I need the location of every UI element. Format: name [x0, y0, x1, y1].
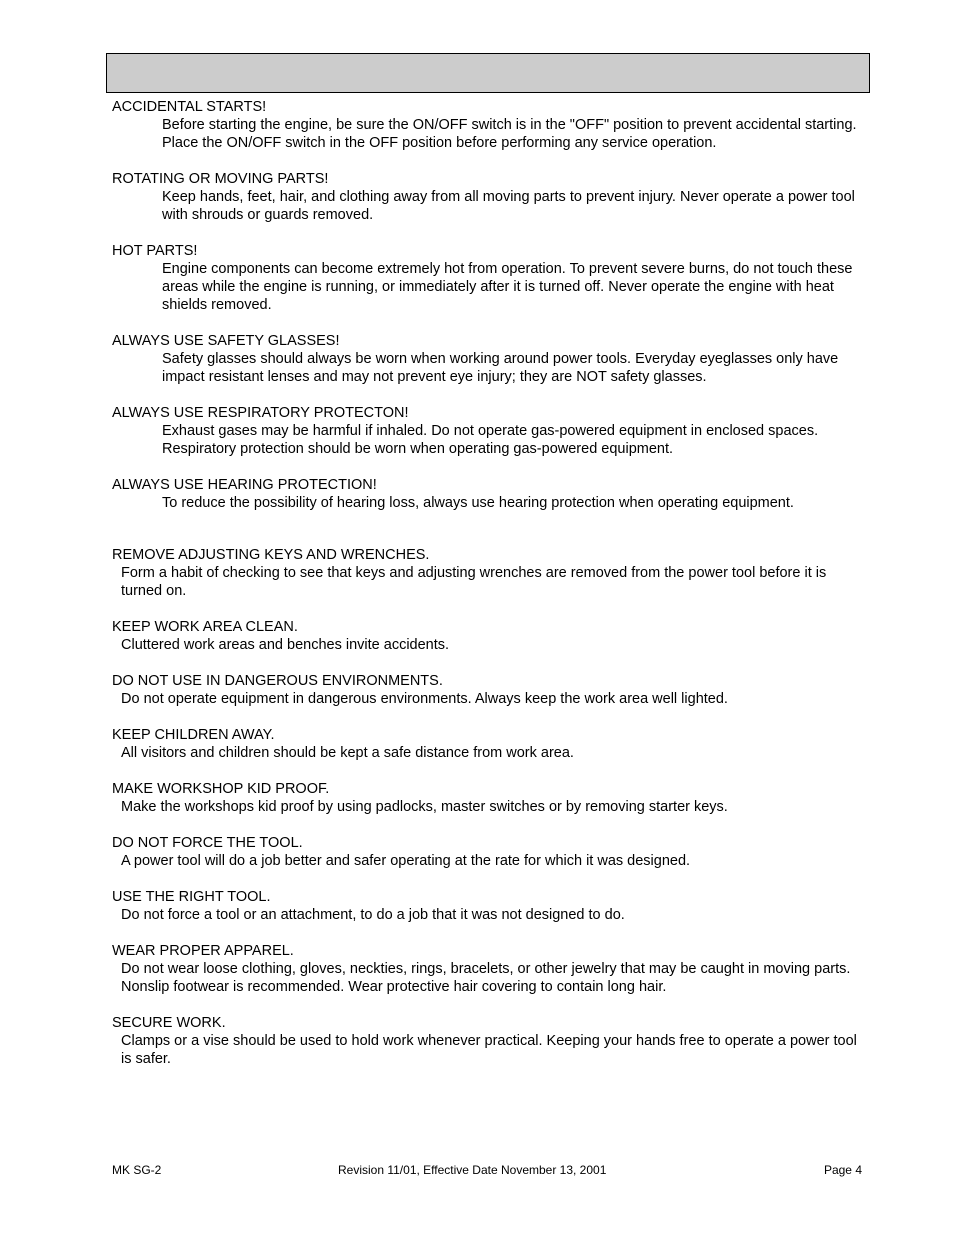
safety-item-body: To reduce the possibility of hearing loss, always use hearing protection when operating equipment. — [162, 495, 794, 511]
safety-item-heading: KEEP CHILDREN AWAY. — [112, 727, 275, 743]
safety-item-body: A power tool will do a job better and safer operating at the rate for which it was designed. — [121, 853, 691, 869]
safety-item — [112, 726, 862, 762]
safety-item-body: Do not wear loose clothing, gloves, neckties, rings, bracelets, or other jewelry that may be caught in moving parts. Nonslip footwear is recommended. Wear protective hair covering to contain long hair. — [121, 961, 851, 995]
safety-item-heading: ROTATING OR MOVING PARTS! — [112, 171, 329, 187]
safety-item-heading: HOT PARTS! — [112, 243, 198, 259]
safety-item-heading: REMOVE ADJUSTING KEYS AND WRENCHES. — [112, 547, 430, 563]
safety-item-body: Do not operate equipment in dangerous environments. Always keep the work area well lighted. — [121, 691, 728, 707]
safety-item — [112, 242, 862, 314]
safety-item-body: Keep hands, feet, hair, and clothing away from all moving parts to prevent injury. Never operate a power tool with shrouds or guards removed. — [162, 189, 855, 223]
safety-item-body: Exhaust gases may be harmful if inhaled. Do not operate gas-powered equipment in enclosed spaces. Respiratory protection should be worn when operating gas-powered equipment. — [162, 423, 819, 457]
safety-item — [112, 98, 862, 152]
safety-item — [112, 404, 862, 458]
safety-item — [112, 1014, 862, 1068]
safety-item-body: Make the workshops kid proof by using padlocks, master switches or by removing starter keys. — [121, 799, 728, 815]
safety-item — [112, 170, 862, 224]
safety-item-heading: DO NOT FORCE THE TOOL. — [112, 835, 303, 851]
safety-item — [112, 332, 862, 386]
safety-item-heading: SECURE WORK. — [112, 1015, 226, 1031]
safety-item-heading: KEEP WORK AREA CLEAN. — [112, 619, 298, 635]
safety-item-body: Do not force a tool or an attachment, to do a job that it was not designed to do. — [121, 907, 625, 923]
safety-item-body: Form a habit of checking to see that keys and adjusting wrenches are removed from the power tool before it is turned on. — [121, 565, 827, 599]
safety-item-body: Before starting the engine, be sure the ON/OFF switch is in the "OFF" position to prevent accidental starting. Place the ON/OFF switch in the OFF position before performing any service operation. — [162, 117, 857, 151]
safety-item-heading: ALWAYS USE HEARING PROTECTION! — [112, 477, 377, 493]
safety-item — [112, 780, 862, 816]
general-safety-section — [112, 546, 862, 1086]
engine-safety-section — [112, 98, 862, 530]
safety-item-body: Safety glasses should always be worn when working around power tools. Everyday eyeglasses only have impact resistant lenses and may not prevent eye injury; they are NOT safety glasses. — [162, 351, 839, 385]
safety-item-body: All visitors and children should be kept a safe distance from work area. — [121, 745, 574, 761]
safety-item-body: Cluttered work areas and benches invite accidents. — [121, 637, 450, 653]
footer-revision: Revision 11/01, Effective Date November 13, 2001 — [338, 1163, 607, 1177]
footer-page-number: Page 4 — [823, 1163, 862, 1177]
safety-item-heading: WEAR PROPER APPAREL. — [112, 943, 294, 959]
safety-item-heading: ALWAYS USE RESPIRATORY PROTECTON! — [112, 405, 409, 421]
safety-item-heading: USE THE RIGHT TOOL. — [112, 889, 271, 905]
footer-doc-id: MK SG-2 — [112, 1163, 162, 1177]
safety-item — [112, 618, 862, 654]
safety-item-heading: MAKE WORKSHOP KID PROOF. — [112, 781, 330, 797]
safety-item — [112, 888, 862, 924]
safety-item-heading: ALWAYS USE SAFETY GLASSES! — [112, 333, 340, 349]
safety-item-heading: ACCIDENTAL STARTS! — [112, 99, 267, 115]
safety-item — [112, 942, 862, 996]
safety-item — [112, 834, 862, 870]
safety-item — [112, 546, 862, 600]
safety-item — [112, 476, 862, 512]
header-banner — [106, 53, 870, 93]
safety-item-body: Clamps or a vise should be used to hold work whenever practical. Keeping your hands free to operate a power tool is safer. — [121, 1033, 857, 1067]
safety-item — [112, 672, 862, 708]
safety-item-body: Engine components can become extremely hot from operation. To prevent severe burns, do not touch these areas while the engine is running, or immediately after it is turned off. Never operate the engine with heat shields removed. — [162, 261, 853, 313]
safety-item-heading: DO NOT USE IN DANGEROUS ENVIRONMENTS. — [112, 673, 443, 689]
